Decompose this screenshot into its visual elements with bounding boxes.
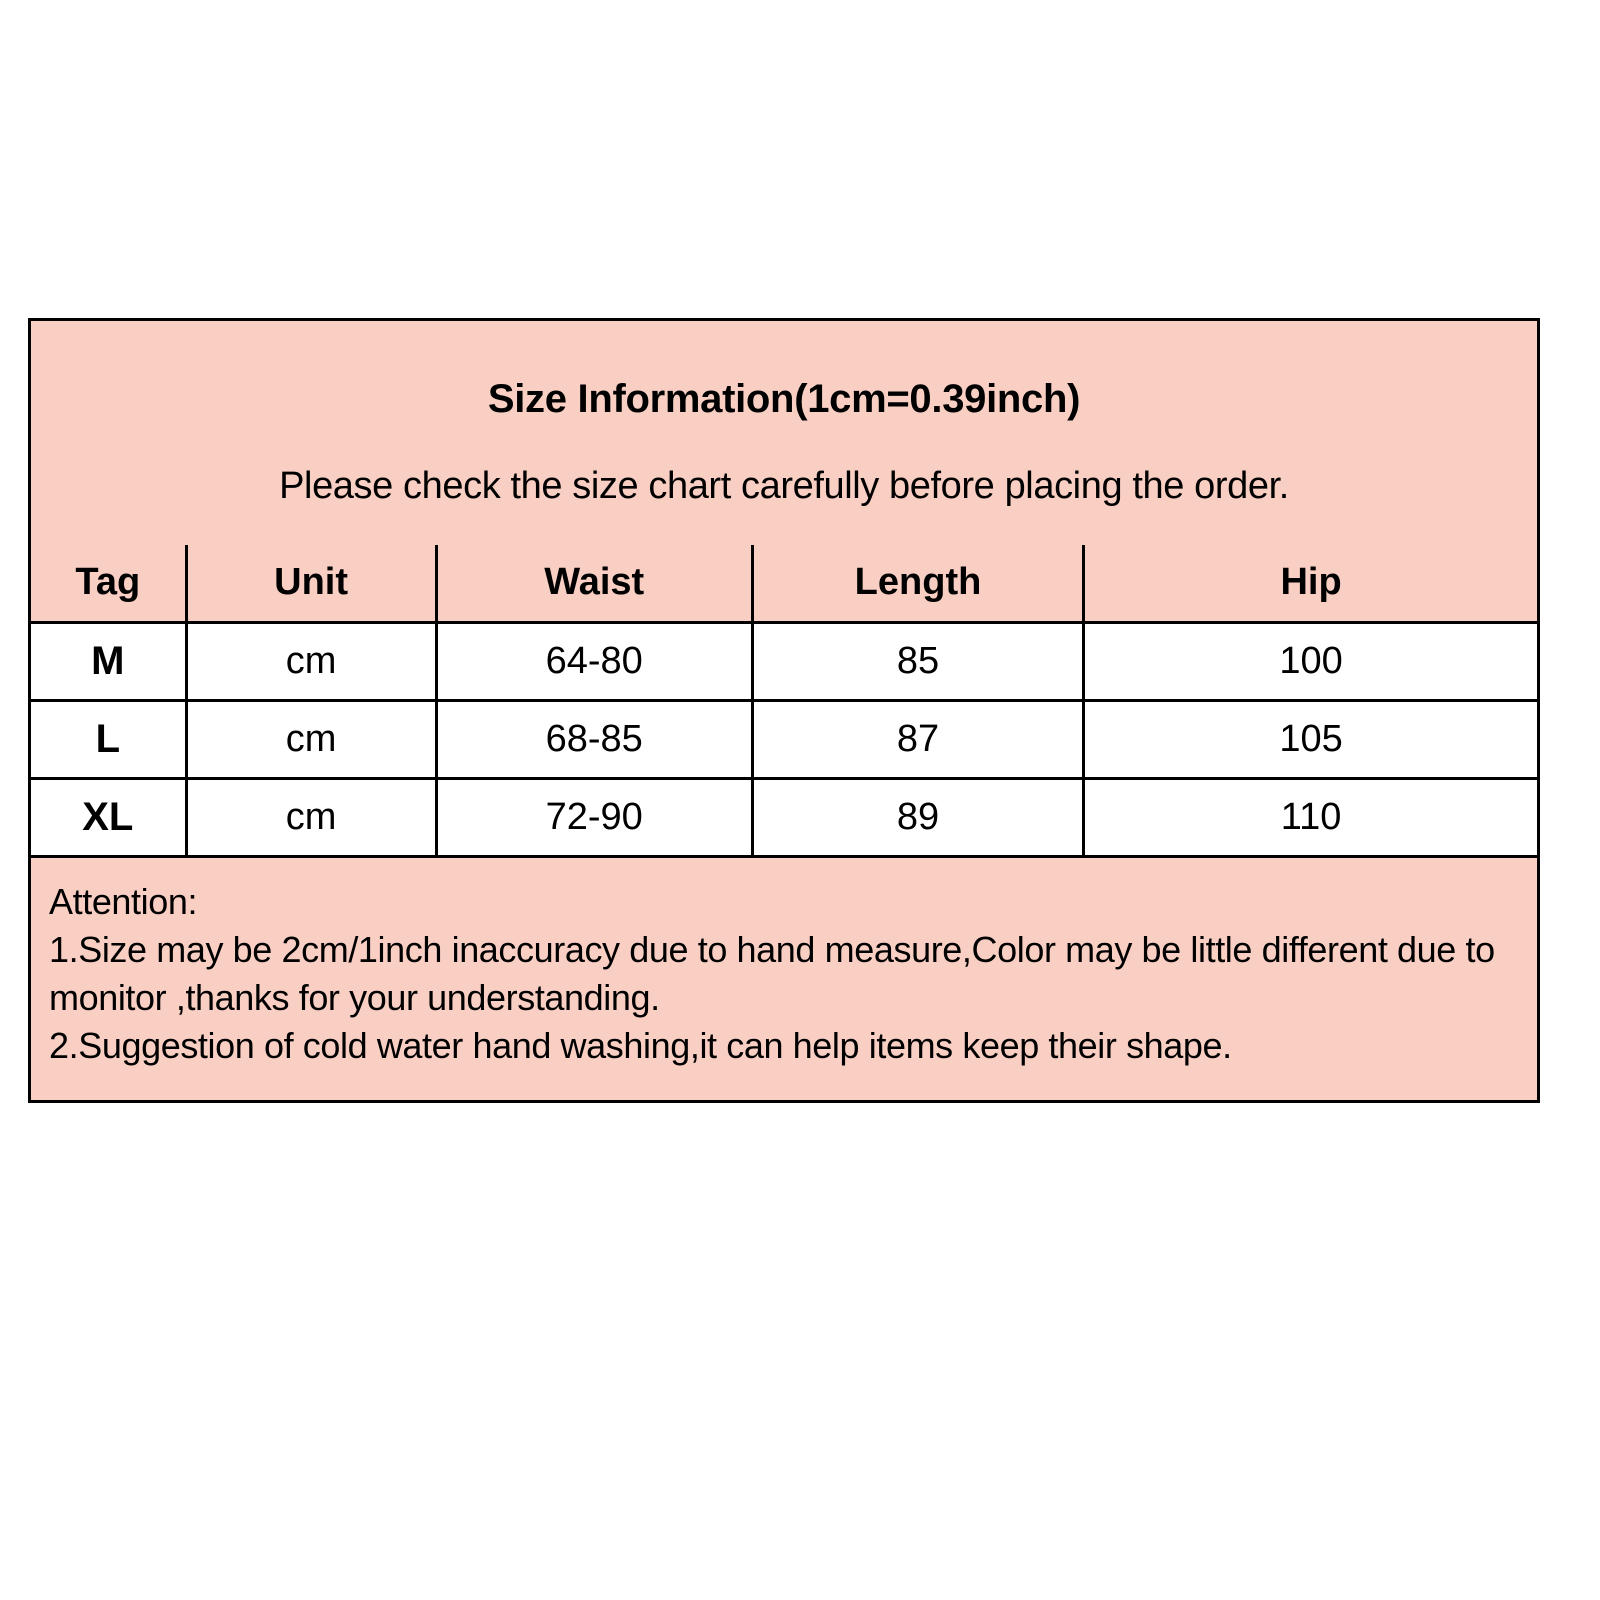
cell-hip: 100: [1084, 623, 1537, 701]
size-table: [31, 545, 1537, 859]
column-header-unit: Unit: [186, 545, 436, 623]
chart-subtitle: Please check the size chart carefully before placing the order.: [279, 465, 1289, 507]
attention-block: [31, 858, 1537, 1100]
cell-hip: 105: [1084, 701, 1537, 779]
cell-tag: L: [31, 701, 186, 779]
column-header-hip: Hip: [1084, 545, 1537, 623]
cell-waist: 72-90: [436, 779, 752, 857]
table-row: [31, 623, 1537, 701]
cell-waist: 64-80: [436, 623, 752, 701]
size-chart-panel: [28, 318, 1540, 1103]
cell-tag: M: [31, 623, 186, 701]
attention-heading: Attention:: [49, 881, 198, 923]
column-header-tag: Tag: [31, 545, 186, 623]
table-row: [31, 701, 1537, 779]
cell-unit: cm: [186, 623, 436, 701]
column-header-length: Length: [752, 545, 1083, 623]
cell-waist: 68-85: [436, 701, 752, 779]
attention-note-1: 1.Size may be 2cm/1inch inaccuracy due to hand measure,Color may be little different due to monitor ,thanks for your understanding.: [49, 929, 1495, 1018]
cell-length: 85: [752, 623, 1083, 701]
chart-header: [31, 321, 1537, 545]
cell-length: 89: [752, 779, 1083, 857]
table-row: [31, 779, 1537, 857]
table-header-row: [31, 545, 1537, 623]
page-title: Size Information(1cm=0.39inch): [487, 377, 1081, 421]
cell-hip: 110: [1084, 779, 1537, 857]
cell-length: 87: [752, 701, 1083, 779]
column-header-waist: Waist: [436, 545, 752, 623]
cell-unit: cm: [186, 701, 436, 779]
attention-note-2: 2.Suggestion of cold water hand washing,it can help items keep their shape.: [49, 1024, 1232, 1066]
cell-unit: cm: [186, 779, 436, 857]
cell-tag: XL: [31, 779, 186, 857]
